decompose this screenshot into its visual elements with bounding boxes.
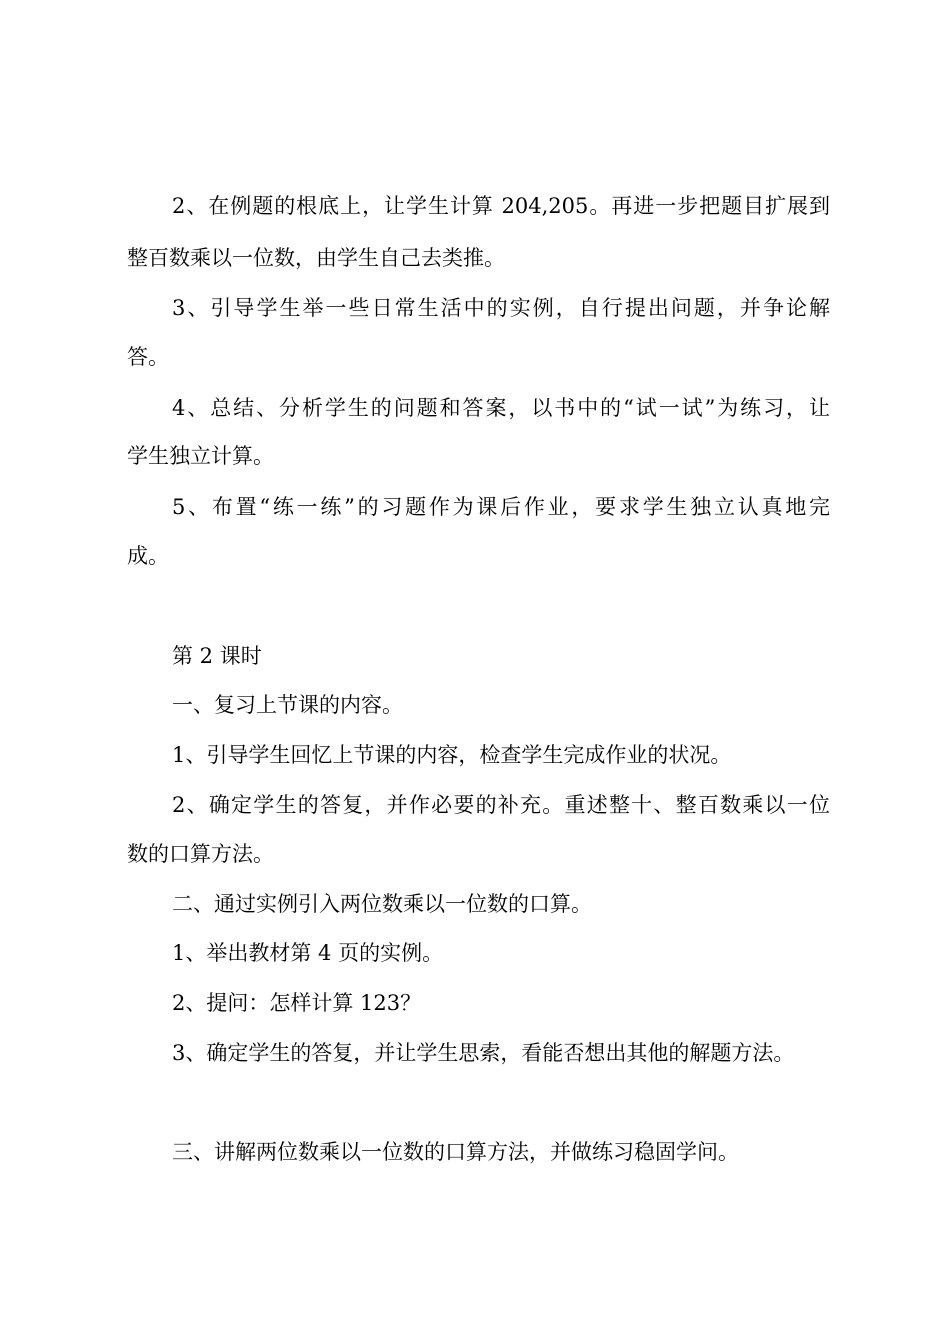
paragraph-2-line-2: 答。 xyxy=(127,345,169,369)
section-1-item-2-line-2: 数的口算方法。 xyxy=(127,842,274,866)
paragraph-3-line-2: 学生独立计算。 xyxy=(127,444,274,468)
section-2-heading: 二、通过实例引入两位数乘以一位数的口算。 xyxy=(172,892,592,916)
paragraph-4-line-1: 5、布置“练一练”的习题作为课后作业，要求学生独立认真地完 xyxy=(172,495,830,519)
paragraph-2-line-1: 3、引导学生举一些日常生活中的实例，自行提出问题，并争论解 xyxy=(172,296,830,320)
paragraph-4-line-2: 成。 xyxy=(127,544,169,568)
section-3-heading: 三、讲解两位数乘以一位数的口算方法，并做练习稳固学问。 xyxy=(172,1140,739,1164)
section-1-heading: 一、复习上节课的内容。 xyxy=(172,693,403,717)
section-1-item-1: 1、引导学生回忆上节课的内容，检查学生完成作业的状况。 xyxy=(172,743,732,767)
lesson-title: 第 2 课时 xyxy=(172,644,262,668)
paragraph-1-line-1: 2、在例题的根底上，让学生计算 204,205。再进一步把题目扩展到 xyxy=(172,194,830,218)
section-2-item-2: 2、提问：怎样计算 123？ xyxy=(172,991,422,1015)
paragraph-1-line-2: 整百数乘以一位数，由学生自己去类推。 xyxy=(127,246,505,270)
section-2-item-3: 3、确定学生的答复，并让学生思索，看能否想出其他的解题方法。 xyxy=(172,1041,795,1065)
section-1-item-2-line-1: 2、确定学生的答复，并作必要的补充。重述整十、整百数乘以一位 xyxy=(172,793,830,817)
paragraph-3-line-1: 4、总结、分析学生的问题和答案，以书中的“试一试”为练习，让 xyxy=(172,396,830,420)
section-2-item-1: 1、举出教材第 4 页的实例。 xyxy=(172,941,444,965)
